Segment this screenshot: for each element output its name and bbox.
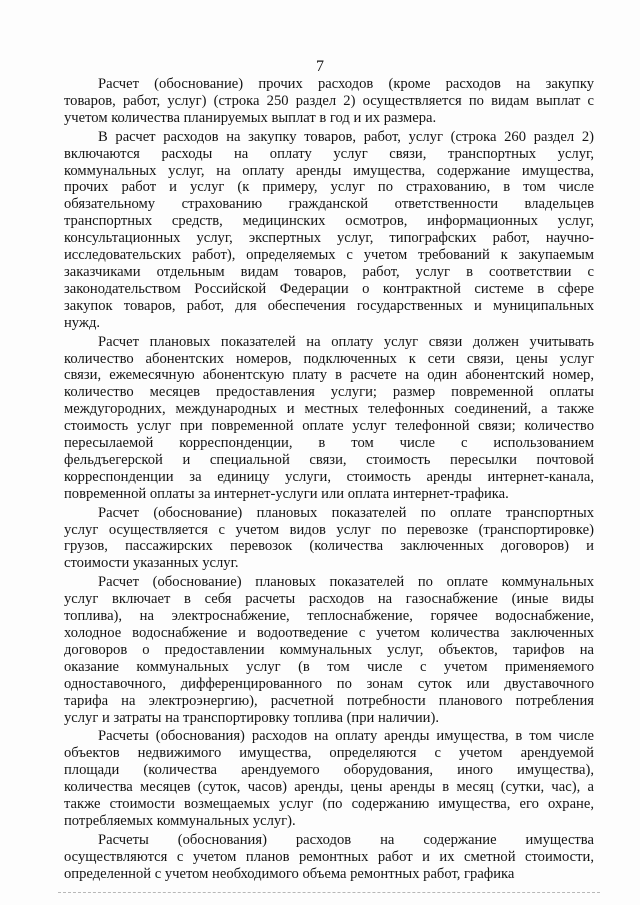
- paragraph-line: консультационных услуг, экспертных услуг, типографских работ, научно-: [64, 230, 594, 247]
- page-number: 7: [316, 58, 324, 75]
- paragraph-line: услуг включает в себя расчеты расходов на газоснабжение (иные виды: [64, 591, 594, 608]
- paragraph-line: коммунальных услуг, на оплату аренды имущества, содержание имущества,: [64, 162, 594, 179]
- paragraph: [64, 129, 594, 332]
- paragraph-line: топлива), на электроснабжение, теплоснабжение, горячее водоснабжение,: [64, 608, 594, 625]
- paragraph-line: стоимости указанных услуг.: [64, 555, 239, 572]
- paragraph: [64, 76, 594, 127]
- scan-edge-artifact: [58, 892, 600, 897]
- paragraph-line: Расчеты (обоснования) расходов на содержание имущества: [98, 831, 594, 848]
- paragraph-line: Расчет плановых показателей на оплату услуг связи должен учитывать: [98, 333, 594, 350]
- paragraph-line: Расчет (обоснование) прочих расходов (кроме расходов на закупку: [98, 76, 594, 92]
- paragraph-line: заказчиками отдельным видам товаров, работ, услуг в соответствии с: [64, 263, 594, 280]
- paragraph: [64, 574, 594, 726]
- paragraph-line: Расчет (обоснование) плановых показателей по оплате транспортных: [98, 504, 594, 521]
- paragraph-line: включаются расходы на оплату услуг связи, транспортных услуг,: [64, 145, 594, 162]
- paragraph-line: осуществляются с учетом планов ремонтных работ и их сметной стоимости,: [64, 848, 594, 865]
- paragraph: [64, 505, 594, 573]
- paragraph-line: обязательному страхованию гражданской ответственности владельцев: [64, 196, 594, 213]
- paragraph-line: корреспонденции за единицу услуги, стоимость аренды интернет-канала,: [64, 468, 594, 485]
- paragraph-line: Расчет (обоснование) плановых показателей по оплате коммунальных: [98, 574, 594, 591]
- paragraph-line: фельдъегерской и специальной связи, стоимость пересылки почтовой: [64, 451, 594, 468]
- paragraph-line: количество абонентских номеров, подключенных к сети связи, цены услуг: [64, 350, 594, 367]
- paragraph: [64, 728, 594, 829]
- paragraph-line: договоров о предоставлении коммунальных услуг, объектов, тарифов на: [64, 641, 594, 658]
- paragraph-line: холодное водоснабжение и водоотведение с учетом количества заключенных: [64, 625, 594, 641]
- paragraph-line: оказание коммунальных услуг (в том числе с учетом применяемого: [64, 658, 594, 675]
- paragraph-line: количества месяцев (суток, часов) аренды, цены аренды в месяц (сутки, час), а: [64, 779, 594, 796]
- paragraph-line: исследовательских работ), определяемых с учетом требований к закупаемым: [64, 247, 594, 264]
- paragraph-line: количество месяцев предоставления услуги; размер повременной оплаты: [64, 384, 594, 401]
- paragraph-line: связи, ежемесячную абонентскую плату в расчете на один абонентский номер,: [64, 367, 594, 384]
- paragraph-line: учетом количества планируемых выплат в год и их размера.: [64, 109, 437, 126]
- paragraph-line: потребляемых коммунальных услуг).: [64, 812, 296, 829]
- paragraph: [64, 334, 594, 503]
- paragraph: [64, 832, 594, 883]
- paragraph-line: прочих работ и услуг (к примеру, услуг по страхованию, в том числе: [64, 179, 594, 196]
- paragraph-line: услуг и затраты на транспортировку топлива (при наличии).: [64, 709, 439, 726]
- paragraph-line: Расчеты (обоснования) расходов на оплату аренды имущества, в том числе: [98, 728, 594, 745]
- paragraph-line: законодательством Российской Федерации о контрактной системе в сфере: [64, 280, 594, 297]
- paragraph-line: также стоимости возмещаемых услуг (по содержанию имущества, его охране,: [64, 796, 594, 813]
- paragraph-line: стоимость услуг при повременной оплате услуг телефонной связи; количество: [64, 418, 594, 435]
- document-body: [64, 76, 594, 885]
- paragraph-line: транспортных средств, медицинских осмотров, информационных услуг,: [64, 213, 594, 230]
- paragraph-line: В расчет расходов на закупку товаров, работ, услуг (строка 260 раздел 2): [98, 128, 594, 145]
- paragraph-line: грузов, пассажирских перевозок (количества заключенных договоров) и: [64, 538, 594, 555]
- paragraph-line: одноставочного, дифференцированного по зонам суток или двуставочного: [64, 675, 594, 692]
- paragraph-line: тарифа на электроэнергию), расчетной потребности планового потребления: [64, 692, 594, 709]
- paragraph-line: повременной оплаты за интернет-услуги или оплата интернет-трафика.: [64, 485, 509, 502]
- paragraph-line: определенной с учетом необходимого объема ремонтных работ, графика: [64, 865, 515, 882]
- paragraph-line: товаров, работ, услуг) (строка 250 раздел 2) осуществляется по видам выплат с: [64, 92, 594, 109]
- paragraph-line: междугородних, международных и местных телефонных соединений, а также: [64, 401, 594, 418]
- paragraph-line: нужд.: [64, 314, 101, 331]
- paragraph-line: объектов недвижимого имущества, определяются с учетом арендуемой: [64, 745, 594, 762]
- paragraph-line: услуг осуществляется с учетом видов услуг по перевозке (транспортировке): [64, 521, 594, 538]
- paragraph-line: закупок товаров, работ, для обеспечения государственных и муниципальных: [64, 297, 594, 314]
- paragraph-line: площади (количества арендуемого оборудования, иного имущества),: [64, 762, 594, 779]
- paragraph-line: пересылаемой корреспонденции, в том числе с использованием: [64, 435, 594, 452]
